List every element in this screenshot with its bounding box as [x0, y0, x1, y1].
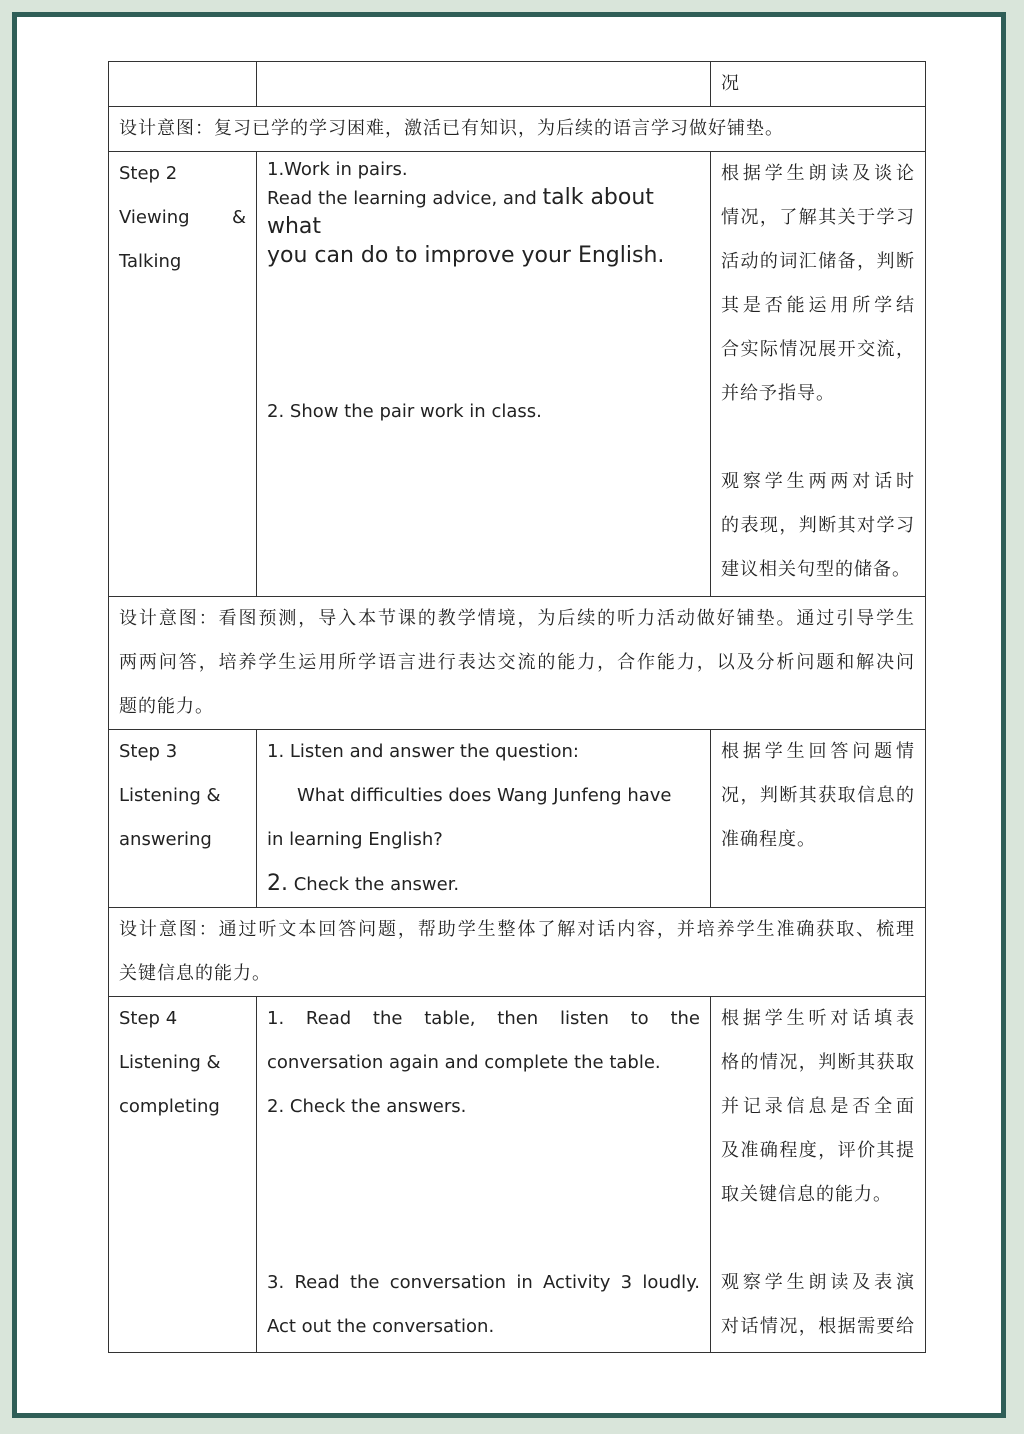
evaluation-text: 格的情况，判断其获取	[721, 1052, 915, 1073]
evaluation-text: 根据学生听对话填表	[721, 1008, 915, 1029]
step-name	[119, 196, 246, 240]
design-intent-text: 设计意图：通过听文本回答问题，帮助学生整体了解对话内容，并培养学生准确获取、梳理	[119, 919, 915, 940]
step-cell	[109, 730, 257, 908]
activity-cell	[257, 997, 711, 1353]
evaluation-text: 观察学生朗读及表演	[721, 1272, 915, 1293]
activity-text	[267, 862, 700, 907]
evaluation-text: 对话情况，根据需要给	[721, 1316, 915, 1337]
step-name: Listening &	[119, 1052, 221, 1073]
activity-text: you can do to improve your English.	[267, 243, 665, 268]
design-intent-cell	[109, 597, 926, 730]
design-intent-text: 题的能力。	[119, 696, 214, 717]
evaluation-text: 其是否能运用所学结	[721, 295, 915, 316]
evaluation-text: 建议相关句型的储备。	[721, 559, 911, 580]
design-intent-row	[109, 908, 926, 997]
table-row	[109, 730, 926, 908]
activity-cell	[257, 730, 711, 908]
activity-block	[267, 152, 700, 270]
activity-text-part: Check the answer.	[288, 874, 460, 895]
design-intent-row	[109, 107, 926, 152]
design-intent-text: 关键信息的能力。	[119, 963, 271, 984]
activity-text: 1. Read the table, then listen to the	[267, 1008, 700, 1029]
evaluation-cell	[711, 62, 926, 107]
step-name: completing	[119, 1096, 220, 1117]
evaluation-text: 取关键信息的能力。	[721, 1184, 892, 1205]
evaluation-cell	[711, 730, 926, 908]
evaluation-text: 活动的词汇储备，判断	[721, 251, 915, 272]
evaluation-text: 况	[721, 73, 740, 94]
evaluation-text: 况，判断其获取信息的	[721, 785, 915, 806]
activity-cell	[257, 152, 711, 597]
design-intent-text: 设计意图：看图预测，导入本节课的教学情境，为后续的听力活动做好铺垫。通过引导学生	[119, 608, 915, 629]
lesson-plan-table	[108, 61, 926, 1353]
evaluation-text: 并给予指导。	[721, 383, 835, 404]
page-frame	[12, 12, 1006, 1418]
evaluation-cell	[711, 152, 926, 597]
evaluation-text: 准确程度。	[721, 829, 816, 850]
activity-text: 1.Work in pairs.	[267, 159, 408, 180]
evaluation-text: 的表现，判断其对学习	[721, 515, 915, 536]
activity-text: in learning English?	[267, 829, 443, 850]
activity-text-part: Read the learning advice, and	[267, 188, 543, 209]
activity-text: Act out the conversation.	[267, 1316, 495, 1337]
table-row	[109, 152, 926, 597]
step-name-part: Viewing	[119, 207, 190, 228]
activity-text: What difficulties does Wang Junfeng have	[297, 785, 672, 806]
table-row	[109, 997, 926, 1353]
activity-text: 2. Show the pair work in class.	[267, 401, 542, 422]
evaluation-text: 及准确程度，评价其提	[721, 1140, 915, 1161]
design-intent-cell	[109, 107, 926, 152]
step-label: Step 3	[119, 741, 178, 762]
step-name: answering	[119, 829, 212, 850]
design-intent-cell	[109, 908, 926, 997]
step-cell	[109, 997, 257, 1353]
activity-text-part: 2.	[267, 871, 288, 896]
step-label: Step 4	[119, 1008, 178, 1029]
step-cell	[109, 62, 257, 107]
activity-text: 1. Listen and answer the question:	[267, 741, 579, 762]
table-row	[109, 62, 926, 107]
evaluation-text: 情况，了解其关于学习	[721, 207, 915, 228]
activity-text	[267, 184, 700, 242]
design-intent-row	[109, 597, 926, 730]
step-name: Talking	[119, 251, 182, 272]
activity-text: conversation again and complete the table.	[267, 1052, 661, 1073]
evaluation-text: 并记录信息是否全面	[721, 1096, 915, 1117]
design-intent-text: 设计意图：复习已学的学习困难，激活已有知识，为后续的语言学习做好铺垫。	[119, 118, 784, 139]
step-cell	[109, 152, 257, 597]
step-name-part: &	[231, 207, 246, 228]
evaluation-text: 根据学生朗读及谈论	[721, 163, 915, 184]
evaluation-cell	[711, 997, 926, 1353]
evaluation-text: 合实际情况展开交流，	[721, 339, 915, 360]
design-intent-text: 两两问答，培养学生运用所学语言进行表达交流的能力，合作能力，以及分析问题和解决问	[119, 652, 915, 673]
evaluation-text: 根据学生回答问题情	[721, 741, 915, 762]
step-name: Listening &	[119, 785, 221, 806]
step-label: Step 2	[119, 163, 178, 184]
activity-text: 3. Read the conversation in Activity 3 loudly.	[267, 1272, 700, 1293]
evaluation-text: 观察学生两两对话时	[721, 471, 915, 492]
activity-text: 2. Check the answers.	[267, 1096, 467, 1117]
activity-cell	[257, 62, 711, 107]
activity-text-part: talk about what	[267, 185, 654, 239]
